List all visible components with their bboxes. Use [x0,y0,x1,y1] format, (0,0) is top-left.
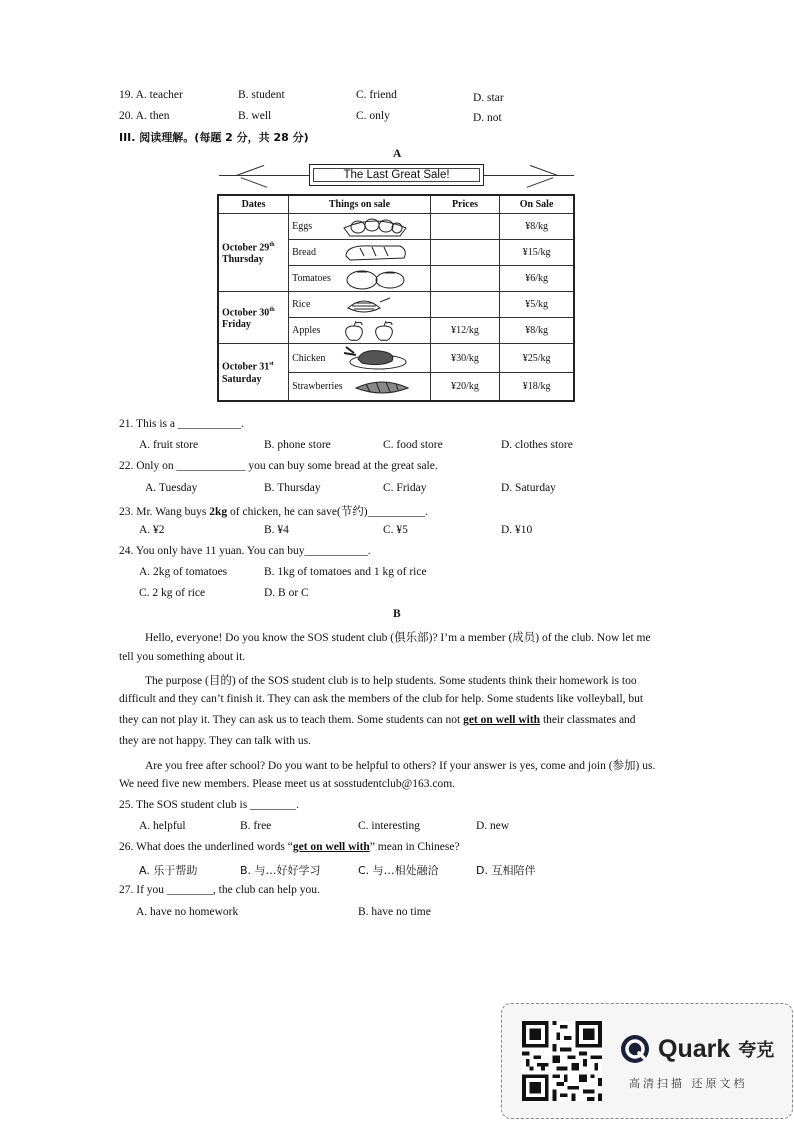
q22-stem: 22. Only on ____________ you can buy some bread at the great sale. [119,460,438,472]
q20-option-a: 20. A. then [119,110,170,122]
header-things: Things on sale [289,195,431,214]
q23-option-d: D. ¥10 [501,524,533,536]
passage-line: they can not play it. They can ask us to teach them. Some students can not get on well with their classmates and [119,714,636,726]
q26-option-a: A. 乐于帮助 [139,864,198,877]
tomato-icon [340,268,410,290]
q22-option-c: C. Friday [383,482,427,494]
eggs-icon [340,216,410,238]
table-row [218,292,574,318]
q19-option-d: D. star [473,92,504,104]
sale-price-cell: ¥25/kg [500,344,574,373]
underlined-phrase: get on well with [463,714,541,726]
item-cell: Strawberries [289,373,431,402]
item-cell: Bread [289,240,431,266]
q25-option-d: D. new [476,820,510,832]
q23-option-c: C. ¥5 [383,524,408,536]
table-row [218,344,574,373]
price-cell [430,214,499,240]
q25-option-c: C. interesting [358,820,420,832]
chicken-icon [340,345,410,371]
price-cell: ¥30/kg [430,344,499,373]
passage-line: they are not happy. They can talk with us. [119,735,311,747]
q19-option-b: B. student [238,89,285,101]
q27-option-b: B. have no time [358,906,431,918]
passage-line: Are you free after school? Do you want to be helpful to others? If your answer is yes, come and join (参加) us. [145,760,656,772]
q21-option-d: D. clothes store [501,439,573,451]
sale-price-cell: ¥8/kg [500,318,574,344]
quark-slogan: 高清扫描 还原文档 [629,1077,748,1090]
quark-brand: Quark [658,1034,731,1063]
sale-price-cell: ¥5/kg [500,292,574,318]
quark-logo-icon [620,1034,650,1064]
q23-option-b: B. ¥4 [264,524,289,536]
q22-option-d: D. Saturday [501,482,556,494]
sale-table [217,194,575,402]
quark-brand-cn: 夸克 [738,1040,775,1061]
qr-code-icon [522,1021,602,1101]
quark-scan-card [501,1003,793,1119]
date-cell: October 31st Saturday [218,344,289,402]
q25-option-a: A. helpful [139,820,186,832]
q19-option-c: C. friend [356,89,397,101]
item-cell: Eggs [289,214,431,240]
item-cell: Apples [289,318,431,344]
q23-option-a: A. ¥2 [139,524,165,536]
q24-option-d: D. B or C [264,587,309,599]
q24-option-a: A. 2kg of tomatoes [139,566,228,578]
sale-price-cell: ¥8/kg [500,214,574,240]
item-cell: Chicken [289,344,431,373]
price-cell [430,292,499,318]
passage-line: The purpose (目的) of the SOS student club is to help students. Some students think their homework is too [145,675,637,687]
part-b-heading: B [393,608,401,620]
sale-title: The Last Great Sale! [343,169,450,181]
q21-option-c: C. food store [383,439,443,451]
item-cell: Tomatoes [289,266,431,292]
q20-option-d: D. not [473,112,502,124]
q22-option-b: B. Thursday [264,482,321,494]
q27-option-a: A. have no homework [136,906,239,918]
q20-option-c: C. only [356,110,390,122]
q21-stem: 21. This is a ___________. [119,418,245,430]
q24-option-c: C. 2 kg of rice [139,587,206,599]
q23-stem: 23. Mr. Wang buys 2kg of chicken, he can save(节约)__________. [119,506,429,518]
q26-stem: 26. What does the underlined words “get on well with” mean in Chinese? [119,841,460,853]
q20-option-b: B. well [238,110,272,122]
part-a-heading: A [393,148,402,160]
price-cell [430,266,499,292]
q24-stem: 24. You only have 11 yuan. You can buy___________. [119,545,371,557]
table-row [218,214,574,240]
rice-icon [340,294,410,316]
passage-line: tell you something about it. [119,651,246,663]
q21-option-b: B. phone store [264,439,331,451]
q22-option-a: A. Tuesday [145,482,198,494]
q27-stem: 27. If you ________, the club can help you. [119,884,320,896]
q19-option-a: 19. A. teacher [119,89,183,101]
q24-option-b: B. 1kg of tomatoes and 1 kg of rice [264,566,427,578]
sale-price-cell: ¥18/kg [500,373,574,402]
header-on-sale: On Sale [500,195,574,214]
price-cell: ¥12/kg [430,318,499,344]
bread-icon [340,242,410,264]
header-prices: Prices [430,195,499,214]
price-cell: ¥20/kg [430,373,499,402]
passage-line: We need five new members. Please meet us at sosstudentclub@163.com. [119,778,456,790]
price-cell [430,240,499,266]
q26-option-c: C. 与…相处融洽 [358,864,439,877]
section-heading: III. 阅读理解。(每题 2 分，共 28 分) [119,131,309,144]
apple-icon [340,320,410,342]
header-dates: Dates [218,195,289,214]
sale-price-cell: ¥6/kg [500,266,574,292]
q26-option-d: D. 互相陪伴 [476,864,536,877]
table-header-row [218,195,574,214]
strawberry-icon [352,376,412,398]
q25-stem: 25. The SOS student club is ________. [119,799,299,811]
date-cell: October 29th Thursday [218,214,289,292]
passage-line: Hello, everyone! Do you know the SOS student club (俱乐部)? I’m a member (成员) of the club. Now let me [145,632,651,644]
passage-line: difficult and they can’t finish it. They can ask the members of the club for help. Some students like volleyball, but [119,693,644,705]
q25-option-b: B. free [240,820,272,832]
q21-option-a: A. fruit store [139,439,199,451]
date-cell: October 30th Friday [218,292,289,344]
item-cell: Rice [289,292,431,318]
q26-option-b: B. 与…好好学习 [240,864,321,877]
sale-price-cell: ¥15/kg [500,240,574,266]
